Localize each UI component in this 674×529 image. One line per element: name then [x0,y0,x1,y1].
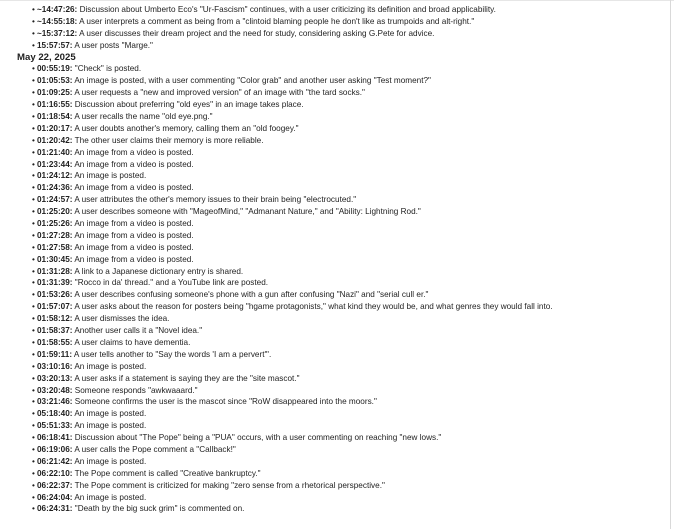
entry-text: Someone confirms the user is the mascot since "RoW disappeared into the moors." [72,397,377,407]
entry-timestamp: 01:58:37: [37,326,73,336]
entry-timestamp: 01:24:36: [37,183,73,193]
bullet-icon: • [32,135,35,145]
log-entry [32,194,667,206]
entry-timestamp: 03:10:16: [37,361,73,371]
entry-timestamp: 06:18:41: [37,433,73,443]
entry-list [17,4,667,52]
entry-text: An image from a video is posted. [72,147,194,157]
entry-timestamp: 01:53:26: [37,290,73,300]
entry-timestamp: 01:20:17: [37,123,73,133]
entry-text: An image is posted. [72,361,147,371]
entry-text: A user tells another to "Say the words 'I am a pervert'". [72,349,272,359]
log-entry [32,40,667,52]
log-entry [32,242,667,254]
bullet-icon: • [32,171,35,181]
bullet-icon: • [32,409,35,419]
entry-timestamp: 03:20:48: [37,385,73,395]
entry-text: The Pope comment is called "Creative bankruptcy." [72,468,261,478]
log-entry [32,159,667,171]
bullet-icon: • [32,492,35,502]
log-entry [32,289,667,301]
bullet-icon: • [32,361,35,371]
log-entry [32,313,667,325]
bullet-icon: • [32,230,35,240]
entry-text: An image is posted. [72,456,147,466]
entry-timestamp: 01:24:57: [37,195,73,205]
bullet-icon: • [32,314,35,324]
entry-text: An image is posted. [72,171,147,181]
entry-timestamp: 01:58:12: [37,314,73,324]
bullet-icon: • [32,444,35,454]
log-entry [32,420,667,432]
entry-timestamp: 01:57:07: [37,302,73,312]
bullet-icon: • [32,88,35,98]
bullet-icon: • [32,373,35,383]
entry-text: An image from a video is posted. [72,219,194,229]
log-entry [32,503,667,515]
log-entry [32,361,667,373]
entry-timestamp: 06:21:42: [37,456,73,466]
entry-text: Discussion about "The Pope" being a "PUA" occurs, with a user commenting on reaching "new lows." [72,433,442,443]
entry-list [17,63,667,515]
log-entry [32,182,667,194]
bullet-icon: • [32,16,35,26]
log-entry [32,135,667,147]
entry-text: An image from a video is posted. [72,183,194,193]
log-entry [32,373,667,385]
entry-timestamp: ~14:55:18: [37,16,78,26]
entry-text: A user dismisses the idea. [72,314,170,324]
entry-text: An image is posted, with a user commenting "Color grab" and another user asking "Test moment?" [72,76,431,86]
bullet-icon: • [32,242,35,252]
bullet-icon: • [32,421,35,431]
bullet-icon: • [32,385,35,395]
entry-text: A user claims to have dementia. [72,337,191,347]
entry-text: A user attributes the other's memory issues to their brain being "electrocuted." [72,195,357,205]
entry-text: A user posts "Marge." [72,40,153,50]
log-entry [32,230,667,242]
log-entry [32,266,667,278]
entry-text: The other user claims their memory is more reliable. [72,135,264,145]
entry-timestamp: 00:55:19: [37,64,73,74]
log-entry [32,218,667,230]
log-entry [32,301,667,313]
entry-timestamp: 05:51:33: [37,421,73,431]
log-entry [32,16,667,28]
entry-text: An image from a video is posted. [72,242,194,252]
log-entry [32,480,667,492]
bullet-icon: • [32,504,35,514]
entry-text: An image from a video is posted. [72,159,194,169]
entry-text: A user discusses their dream project and the need for study, considering asking G.Pete for advice. [77,28,435,38]
bullet-icon: • [32,5,35,14]
bullet-icon: • [32,112,35,122]
entry-timestamp: 01:31:28: [37,266,73,276]
entry-timestamp: 01:27:58: [37,242,73,252]
bullet-icon: • [32,278,35,288]
log-entry [32,385,667,397]
entry-timestamp: 01:30:45: [37,254,73,264]
log-entry [32,206,667,218]
bullet-icon: • [32,337,35,347]
entry-timestamp: 06:22:37: [37,480,73,490]
log-entry [32,63,667,75]
log-entry [32,277,667,289]
log-section [17,4,667,52]
entry-text: An image is posted. [72,421,147,431]
entry-text: An image is posted. [72,492,147,502]
top-divider [0,0,674,1]
entry-text: Another user calls it a "Novel idea." [72,326,203,336]
bullet-icon: • [32,290,35,300]
entry-timestamp: 01:18:54: [37,112,73,122]
log-entry [32,456,667,468]
bullet-icon: • [32,123,35,133]
log-entry [32,468,667,480]
bullet-icon: • [32,183,35,193]
log-entry [32,4,667,16]
log-entry [32,123,667,135]
entry-text: A user interprets a comment as being from a "clintoid blaming people he don't like as trumpoids and alt-right." [77,16,475,26]
bullet-icon: • [32,254,35,264]
entry-timestamp: 01:31:39: [37,278,73,288]
bullet-icon: • [32,40,35,50]
entry-text: An image is posted. [72,409,147,419]
bullet-icon: • [32,456,35,466]
entry-text: An image from a video is posted. [72,230,194,240]
bullet-icon: • [32,64,35,74]
entry-text: Discussion about Umberto Eco's "Ur-Fascism" continues, with a user criticizing its definition and broad applicability. [77,5,496,14]
entry-timestamp: 06:24:04: [37,492,73,502]
log-entry [32,170,667,182]
entry-text: A user describes someone with "MageofMind," "Admanant Nature," and "Ability: Lightning Rod." [72,207,421,217]
log-entry [32,147,667,159]
date-heading: May 22, 2025 [17,51,76,63]
bullet-icon: • [32,433,35,443]
bullet-icon: • [32,76,35,86]
bullet-icon: • [32,207,35,217]
entry-timestamp: 01:58:55: [37,337,73,347]
bullet-icon: • [32,302,35,312]
log-content [17,4,667,515]
log-entry [32,111,667,123]
entry-timestamp: 06:22:10: [37,468,73,478]
scrollbar-divider [670,0,671,529]
entry-text: A user asks if a statement is saying they are the "site mascot." [72,373,300,383]
entry-text: A link to a Japanese dictionary entry is shared. [72,266,244,276]
entry-timestamp: 01:25:26: [37,219,73,229]
log-entry [32,408,667,420]
entry-text: A user describes confusing someone's phone with a gun after confusing "Nazi" and "serial cull er." [72,290,429,300]
entry-timestamp: 06:24:31: [37,504,73,514]
bullet-icon: • [32,28,35,38]
entry-timestamp: ~15:37:12: [37,28,78,38]
log-entry [32,87,667,99]
entry-timestamp: ~14:47:26: [37,5,78,14]
log-entry [32,75,667,87]
log-entry [32,432,667,444]
bullet-icon: • [32,219,35,229]
bullet-icon: • [32,480,35,490]
entry-text: "Death by the big suck grim" is commented on. [72,504,245,514]
entry-timestamp: 01:23:44: [37,159,73,169]
entry-text: A user calls the Pope comment a "Callback!" [72,444,236,454]
entry-text: "Check" is posted. [72,64,142,74]
log-entry [32,254,667,266]
log-entry [32,444,667,456]
entry-timestamp: 01:21:40: [37,147,73,157]
bullet-icon: • [32,326,35,336]
entry-timestamp: 06:19:06: [37,444,73,454]
entry-timestamp: 05:18:40: [37,409,73,419]
entry-timestamp: 01:20:42: [37,135,73,145]
bullet-icon: • [32,147,35,157]
entry-timestamp: 01:05:53: [37,76,73,86]
bullet-icon: • [32,397,35,407]
entry-timestamp: 03:21:46: [37,397,73,407]
log-entry [32,28,667,40]
log-entry [32,349,667,361]
entry-timestamp: 01:27:28: [37,230,73,240]
entry-text: The Pope comment is criticized for making "zero sense from a rhetorical perspective." [72,480,385,490]
bullet-icon: • [32,266,35,276]
entry-text: Discussion about preferring "old eyes" in an image takes place. [72,100,304,110]
entry-text: "Rocco in da' thread." and a YouTube link are posted. [72,278,269,288]
bullet-icon: • [32,100,35,110]
entry-timestamp: 01:24:12: [37,171,73,181]
log-entry [32,396,667,408]
log-entry [32,99,667,111]
entry-text: A user recalls the name "old eye.png." [72,112,213,122]
entry-text: An image from a video is posted. [72,254,194,264]
entry-text: A user asks about the reason for posters being "hgame protagonists," what kind they would be, and what genres they would fall into. [72,302,553,312]
bullet-icon: • [32,349,35,359]
log-section [17,52,667,516]
log-entry [32,492,667,504]
log-entry [32,325,667,337]
entry-text: A user doubts another's memory, calling them an "old foogey." [72,123,299,133]
entry-timestamp: 01:59:11: [37,349,73,359]
entry-timestamp: 01:25:20: [37,207,73,217]
entry-timestamp: 03:20:13: [37,373,73,383]
entry-timestamp: 15:57:57: [37,40,73,50]
entry-timestamp: 01:09:25: [37,88,73,98]
entry-text: A user requests a "new and improved version" of an image with "the tard socks." [72,88,365,98]
entry-timestamp: 01:16:55: [37,100,73,110]
bullet-icon: • [32,159,35,169]
bullet-icon: • [32,468,35,478]
log-entry [32,337,667,349]
bullet-icon: • [32,195,35,205]
entry-text: Someone responds "awkwaaard." [72,385,198,395]
